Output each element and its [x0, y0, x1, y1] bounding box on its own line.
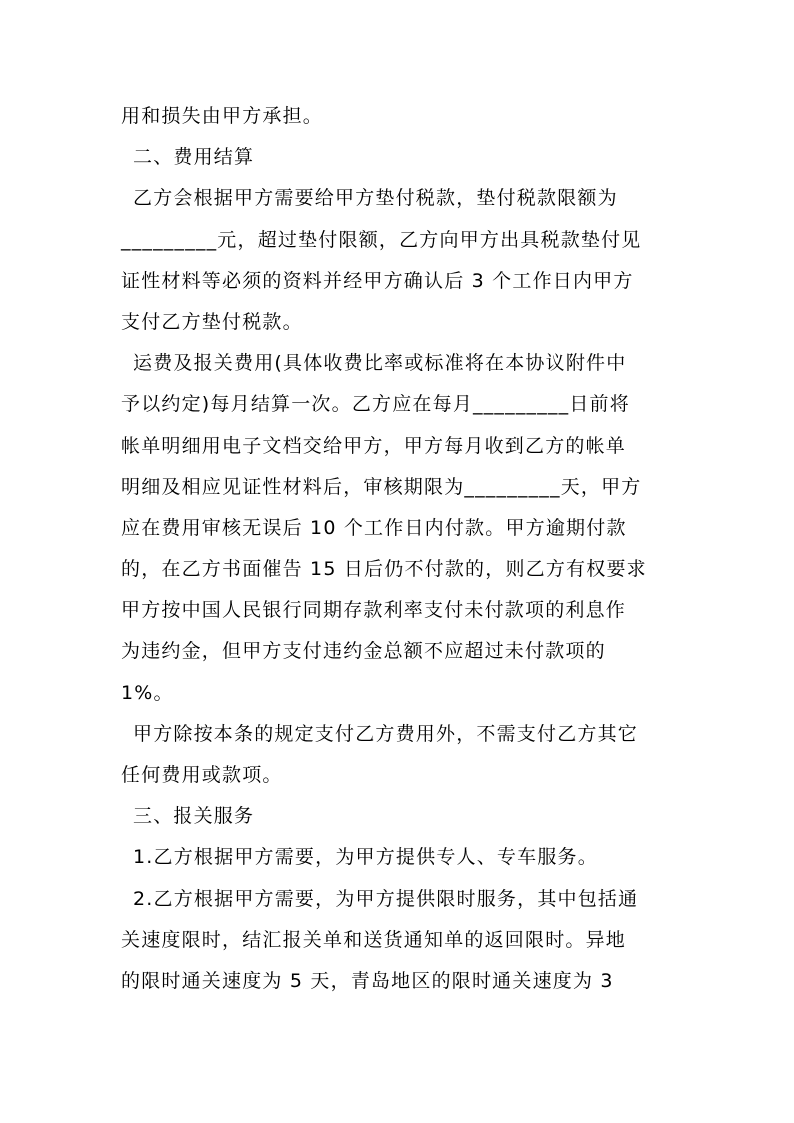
- paragraph-line: 任何费用或款项。: [121, 764, 283, 786]
- paragraph-line: 证性材料等必须的资料并经甲方确认后 3 个工作日内甲方: [121, 269, 634, 292]
- paragraph-line: 帐单明细用电子文档交给甲方，甲方每月收到乙方的帐单: [121, 434, 627, 457]
- paragraph-line: 关速度限时，结汇报关单和送货通知单的返回限时。异地: [121, 928, 627, 951]
- paragraph-line: 用和损失由甲方承担。: [121, 105, 324, 127]
- paragraph-line: 1%。: [121, 681, 174, 704]
- paragraph-line: _________元，超过垫付限额，乙方向甲方出具税款垫付见: [121, 228, 642, 251]
- section-heading-fee-settlement: 二、费用结算: [133, 146, 255, 169]
- paragraph-line: 甲方除按本条的规定支付乙方费用外，不需支付乙方其它: [133, 722, 639, 745]
- paragraph-line: 明细及相应见证性材料后，审核期限为_________天，甲方: [121, 475, 642, 498]
- list-item: 1.乙方根据甲方需要，为甲方提供专人、专车服务。: [133, 846, 598, 869]
- paragraph-line: 乙方会根据甲方需要给甲方垫付税款，垫付税款限额为: [133, 187, 618, 210]
- paragraph-line: 支付乙方垫付税款。: [121, 310, 303, 333]
- paragraph-line: 为违约金，但甲方支付违约金总额不应超过未付款项的: [121, 640, 606, 663]
- paragraph-line: 运费及报关费用(具体收费比率或标准将在本协议附件中: [133, 352, 627, 375]
- paragraph-line: 予以约定)每月结算一次。乙方应在每月_________日前将: [121, 393, 630, 416]
- document-body: [121, 96, 681, 1002]
- paragraph-line: 应在费用审核无误后 10 个工作日内付款。甲方逾期付款: [121, 516, 627, 539]
- section-heading-customs-service: 三、报关服务: [133, 805, 255, 828]
- paragraph-line: 的限时通关速度为 5 天，青岛地区的限时通关速度为 3: [121, 969, 614, 992]
- paragraph-line: 的，在乙方书面催告 15 日后仍不付款的，则乙方有权要求: [121, 558, 647, 581]
- list-item: 2.乙方根据甲方需要，为甲方提供限时服务，其中包括通: [133, 887, 639, 910]
- paragraph-line: 甲方按中国人民银行同期存款利率支付未付款项的利息作: [121, 599, 627, 622]
